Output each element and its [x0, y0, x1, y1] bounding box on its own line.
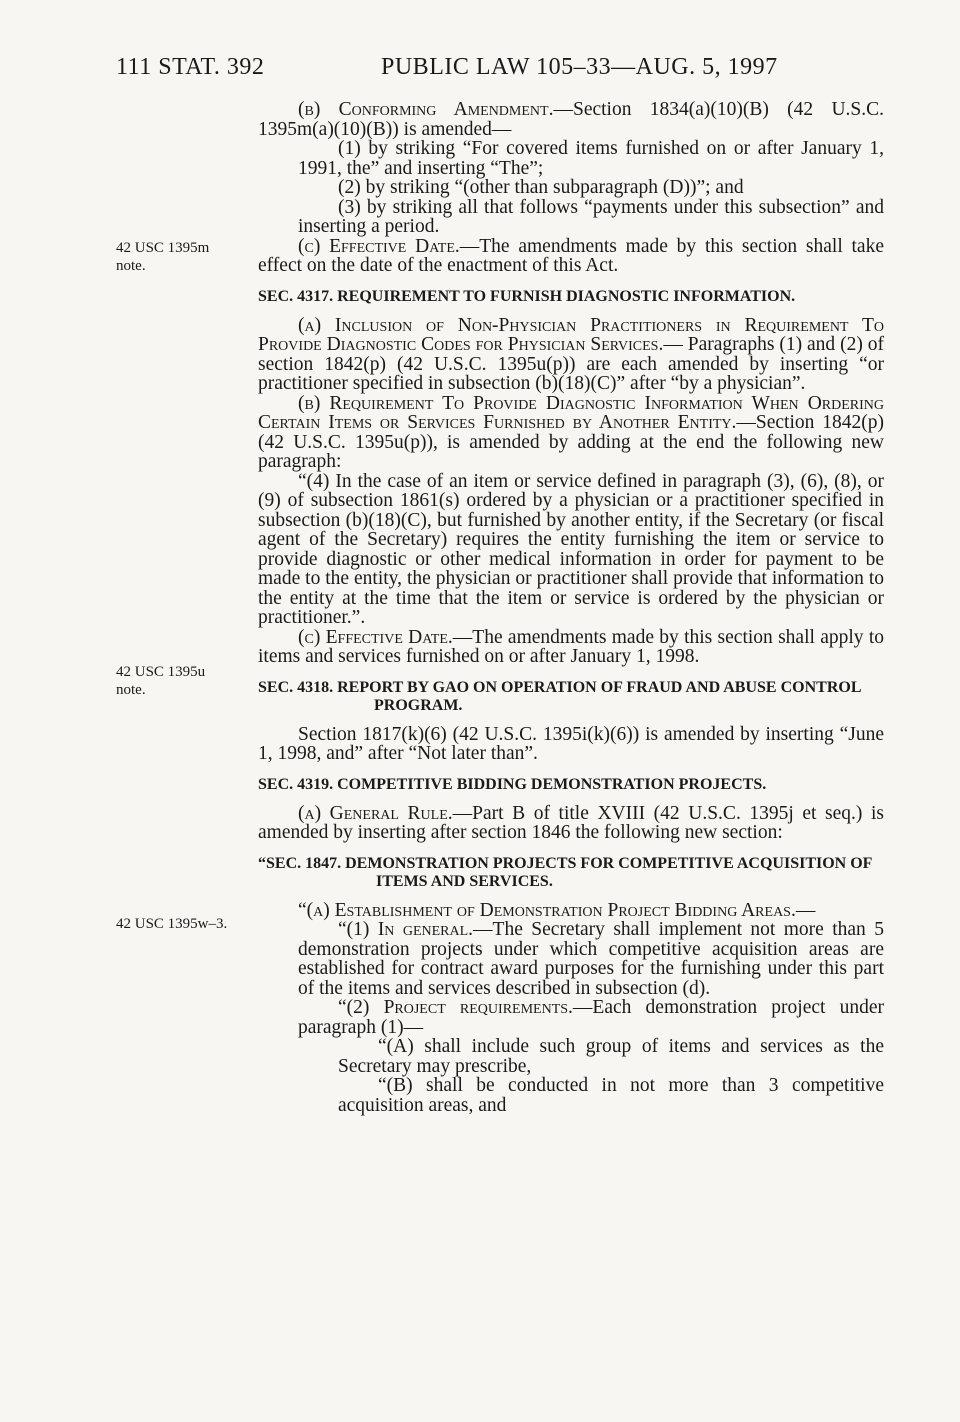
public-law-title: PUBLIC LAW 105–33—AUG. 5, 1997 [381, 54, 778, 80]
paragraph-text: —The Secretary shall implement not more than 5 demonstration projects under which competitive acquisition areas are established for contract award purposes for the furnishing under this part of the items and services described in subsection (d). [298, 919, 884, 999]
heading-inline: (c) Effective Date. [298, 626, 453, 648]
section-heading-4317: SEC. 4317. REQUIREMENT TO FURNISH DIAGNOSTIC INFORMATION. [258, 287, 796, 305]
heading-inline: “(1) In general. [338, 919, 474, 940]
subsection-a-4317 [258, 316, 884, 394]
margin-note-line: 42 USC 1395w–3. [116, 916, 228, 932]
list-item: (1) by striking “For covered items furnished on or after January 1, 1991, the” and inserting “The”; [298, 138, 884, 179]
section-heading-1847: “SEC. 1847. DEMONSTRATION PROJECTS FOR COMPETITIVE ACQUISITION OF ITEMS AND SERVICES. [258, 854, 872, 890]
paragraph-text: —Section 1834(a)(10)(B) (42 U.S.C. 1395m(a)(10)(B)) is amended— [258, 99, 884, 140]
statute-page-number: 111 STAT. 392 [116, 54, 265, 80]
quoted-paragraph-4: “(4) In the case of an item or service defined in paragraph (3), (6), (8), or (9) of subsection 1861(s) ordered by a physician or a practitioner specified in subsection (b)(18)(C), but furnished by another entity, if the Secretary (or fiscal agent of the Secretary) requires the entity furnishing the item or service to provide diagnostic or other medical information in order for payment to be made to the entity, the physician or practitioner shall provide that information to the entity at the time that the item or service is ordered by the physician or practitioner.”. [258, 470, 884, 628]
margin-note-line: 42 USC 1395m [116, 240, 210, 256]
paragraph-text: —Each demonstration project under paragraph (1)— [298, 997, 884, 1038]
paragraph-text: — Paragraphs (1) and (2) of section 1842(p) (42 U.S.C. 1395u(p)) are each amended by inserting “or practitioner specified in subsection (b)(18)(C)” after “by a physician”. [258, 334, 884, 394]
list-item: (3) by striking all that follows “payments under this subsection” and inserting a period. [298, 196, 884, 237]
margin-note-line: note. [116, 258, 146, 274]
conforming-amendment [258, 100, 884, 139]
heading-inline: (a) General Rule. [298, 802, 453, 824]
heading-inline: (b) Conforming Amendment. [298, 99, 554, 120]
heading-inline: (b) Requirement To Provide Diagnostic Information When Ordering Certain Items or Services Furnished by Another Entity. [258, 392, 884, 433]
margin-note-1395w-3 [116, 915, 227, 933]
subparagraph-b: “(B) shall be conducted in not more than 3 competitive acquisition areas, and [338, 1075, 884, 1116]
subsection-a-1847 [258, 901, 884, 921]
heading-inline: (c) Effective Date. [298, 235, 460, 257]
paragraph-text: —The amendments made by this section shall apply to items and services furnished on or after January 1, 1998. [258, 626, 884, 667]
paragraph-text: —Part B of title XVIII (42 U.S.C. 1395j et seq.) is amended by inserting after section 1846 the following new section: [258, 802, 884, 843]
document-body [258, 100, 884, 1115]
general-rule [258, 804, 884, 843]
heading-inline: (a) Inclusion of Non-Physician Practitioners in Requirement To Provide Diagnostic Codes for Physician Services. [258, 314, 884, 355]
margin-note-1395u [116, 663, 205, 699]
subsection-b-4317 [258, 394, 884, 472]
heading-inline: “(2) Project requirements. [338, 997, 573, 1018]
heading-inline: “(a) Establishment of Demonstration Project Bidding Areas. [298, 899, 796, 921]
section-4318-text: Section 1817(k)(6) (42 U.S.C. 1395i(k)(6)) is amended by inserting “June 1, 1998, and” after “Not later than”. [258, 723, 884, 764]
page-header [116, 54, 886, 84]
paragraph-in-general [298, 920, 884, 998]
subparagraph-a: “(A) shall include such group of items and services as the Secretary may prescribe, [338, 1036, 884, 1077]
paragraph-text: — [795, 899, 816, 921]
margin-note-line: 42 USC 1395u [116, 664, 206, 680]
margin-note-1395m [116, 239, 209, 275]
section-heading-4318: SEC. 4318. REPORT BY GAO ON OPERATION OF FRAUD AND ABUSE CONTROL PROGRAM. [258, 678, 861, 714]
paragraph-project-requirements [298, 998, 884, 1037]
effective-date-2 [258, 628, 884, 667]
list-item: (2) by striking “(other than subparagraph (D))”; and [338, 177, 744, 198]
section-heading-4319: SEC. 4319. COMPETITIVE BIDDING DEMONSTRATION PROJECTS. [258, 775, 767, 793]
margin-note-line: note. [116, 682, 146, 698]
paragraph-text: —Section 1842(p) (42 U.S.C. 1395u(p)), is amended by adding at the end the following new paragraph: [258, 412, 884, 472]
paragraph-text: —The amendments made by this section shall take effect on the date of the enactment of this Act. [258, 235, 884, 276]
effective-date-1 [258, 237, 884, 276]
